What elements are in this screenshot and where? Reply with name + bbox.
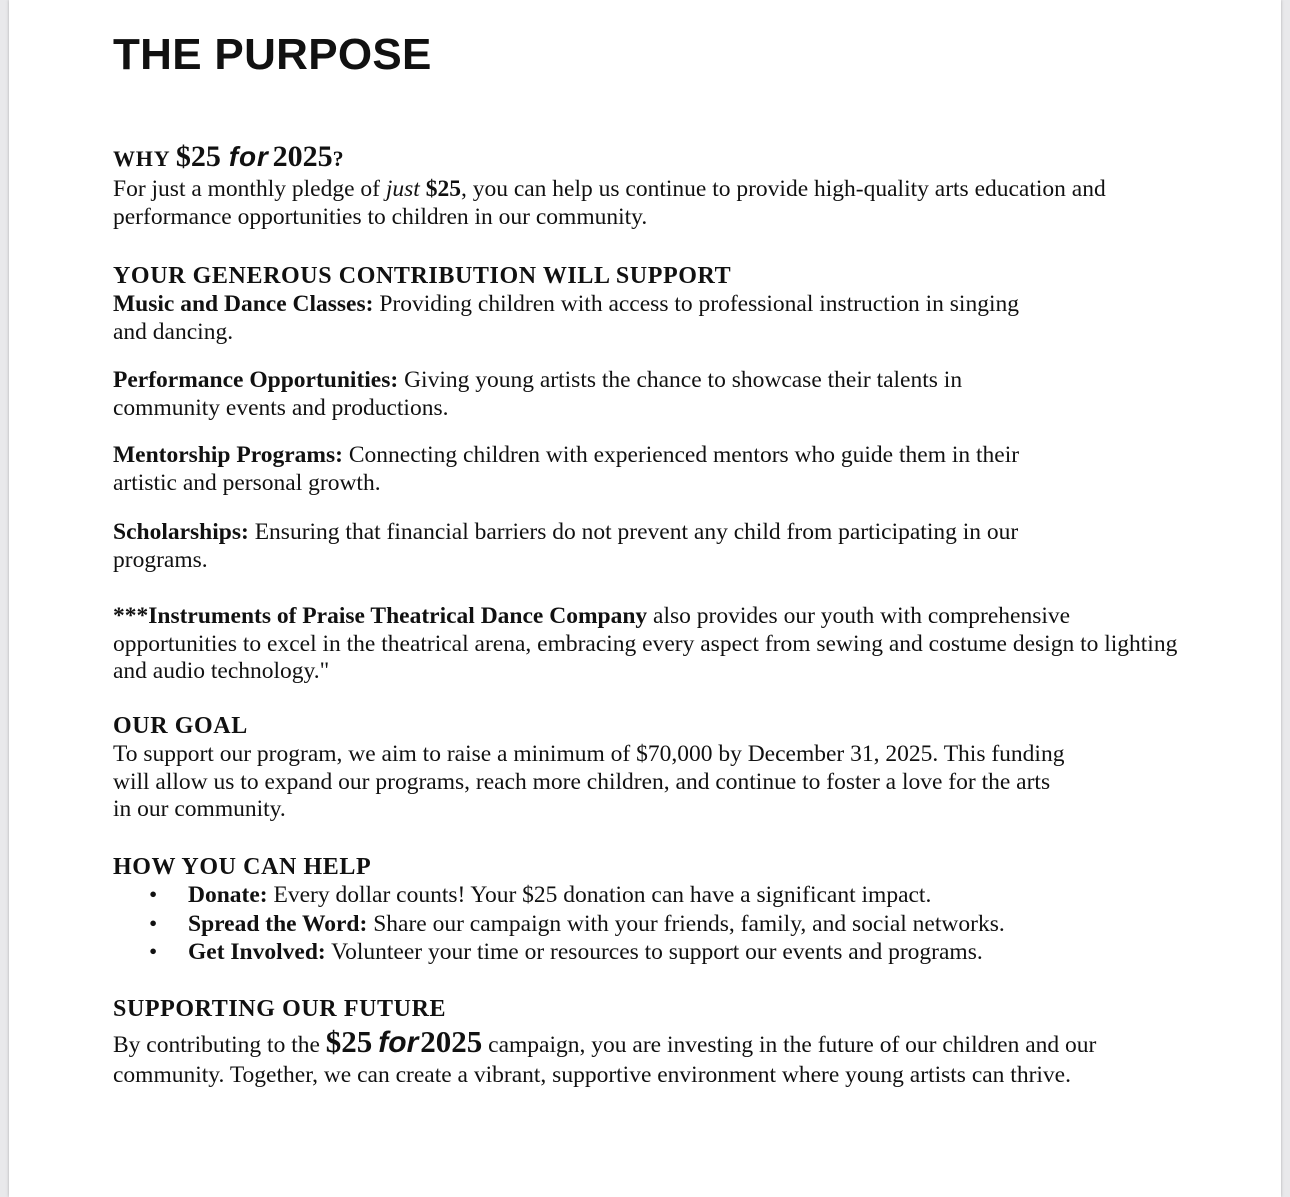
help-item-text: Volunteer your time or resources to support our events and programs. bbox=[325, 939, 983, 965]
help-item-label: Get Involved: bbox=[188, 939, 326, 965]
why-text-just: just bbox=[385, 176, 420, 202]
future-amount: $25 bbox=[325, 1024, 373, 1059]
support-item-text: Giving young artists the chance to showcase their talents in community events and productions. bbox=[113, 367, 963, 421]
support-item-text: Providing children with access to professional instruction in singing and dancing. bbox=[113, 291, 1019, 345]
why-heading-prefix: WHY bbox=[113, 146, 176, 171]
why-section bbox=[113, 140, 1193, 231]
support-item-label: Performance Opportunities: bbox=[113, 367, 399, 393]
document-page bbox=[9, 0, 1281, 1197]
support-item-scholarships-block bbox=[113, 519, 1193, 574]
help-item-spread bbox=[113, 910, 1193, 939]
future-text-a: By contributing to the bbox=[113, 1032, 326, 1058]
support-heading: YOUR GENEROUS CONTRIBUTION WILL SUPPORT bbox=[113, 263, 732, 289]
help-item-donate bbox=[113, 881, 1193, 910]
future-for: for bbox=[378, 1026, 419, 1059]
bullet: • bbox=[149, 939, 158, 965]
future-heading: SUPPORTING OUR FUTURE bbox=[113, 996, 447, 1022]
company-section bbox=[113, 603, 1193, 686]
help-item-text: Every dollar counts! Your $25 donation can have a significant impact. bbox=[267, 882, 932, 908]
support-item-label: Music and Dance Classes: bbox=[113, 291, 374, 317]
why-heading-amount: $25 bbox=[175, 140, 221, 173]
why-text-amount: $25 bbox=[419, 176, 461, 202]
support-section bbox=[113, 263, 1193, 346]
support-item-scholarships bbox=[113, 519, 1113, 574]
support-item-text: Connecting children with experienced mentors who guide them in their artistic and personal growth. bbox=[113, 442, 1020, 496]
bullet: • bbox=[149, 882, 158, 908]
help-heading: HOW YOU CAN HELP bbox=[113, 854, 372, 880]
help-item-label: Spread the Word: bbox=[188, 910, 368, 937]
support-item-performance bbox=[113, 367, 1053, 422]
future-paragraph bbox=[113, 1024, 1153, 1090]
company-paragraph bbox=[113, 603, 1178, 686]
why-text-a: For just a monthly pledge of bbox=[113, 176, 386, 202]
support-item-music bbox=[113, 291, 1043, 346]
support-item-mentorship bbox=[113, 442, 1053, 497]
why-text-b: , you can help us continue to provide high-quality arts education and performance opportunities to children in our community. bbox=[113, 176, 1106, 230]
support-item-mentorship-block bbox=[113, 442, 1193, 497]
help-item-label: Donate: bbox=[188, 882, 268, 908]
company-name: ***Instruments of Praise Theatrical Dance Company bbox=[113, 603, 648, 629]
bullet: • bbox=[149, 910, 158, 937]
help-item-text: Share our campaign with your friends, family, and social networks. bbox=[367, 910, 1005, 937]
why-heading-for: for bbox=[228, 141, 269, 172]
goal-heading: OUR GOAL bbox=[113, 713, 248, 739]
why-heading-year: 2025 bbox=[272, 140, 333, 173]
support-item-performance-block bbox=[113, 367, 1193, 422]
support-item-text: Ensuring that financial barriers do not prevent any child from participating in our programs. bbox=[113, 519, 1019, 573]
why-paragraph bbox=[113, 176, 1193, 231]
future-text-b: campaign, you are investing in the future of our children and our community. Together, we can create a vibrant, supportive environment where young artists can thrive. bbox=[113, 1032, 1097, 1088]
help-section bbox=[113, 854, 1193, 967]
support-item-label: Scholarships: bbox=[113, 519, 249, 545]
page-title: THE PURPOSE bbox=[113, 30, 432, 79]
future-section bbox=[113, 996, 1193, 1090]
company-text: also provides our youth with comprehensive opportunities to excel in the theatrical arena, embracing every aspect from sewing and costume design to lighting and audio technology." bbox=[113, 603, 1178, 684]
goal-section bbox=[113, 713, 1193, 824]
help-item-involved bbox=[113, 938, 1193, 967]
help-list bbox=[113, 881, 1193, 967]
goal-paragraph: To support our program, we aim to raise a minimum of $70,000 by December 31, 2025. This funding will allow us to expand our programs, reach more children, and continue to foster a love for the arts in our community. bbox=[113, 741, 1065, 822]
future-year: 2025 bbox=[420, 1024, 483, 1059]
why-heading-suffix: ? bbox=[332, 146, 345, 171]
why-heading bbox=[113, 140, 1193, 173]
support-item-label: Mentorship Programs: bbox=[113, 442, 343, 468]
